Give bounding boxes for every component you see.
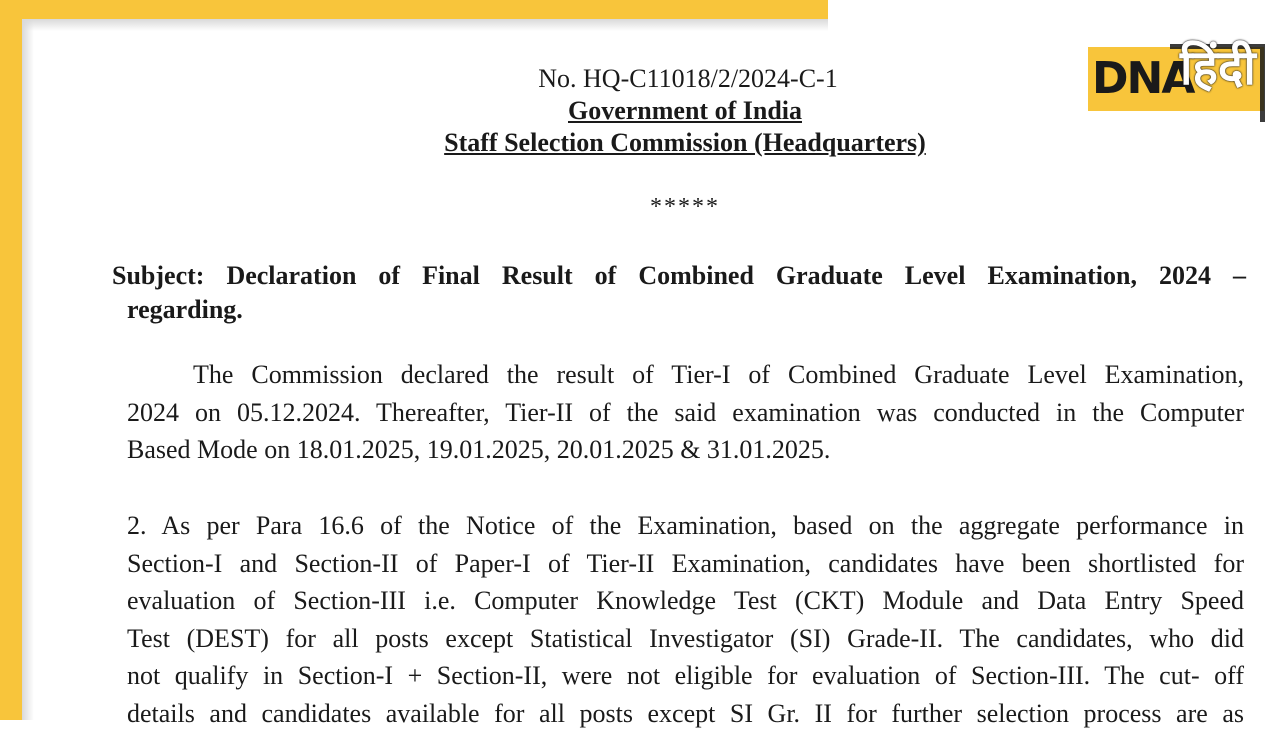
paragraph-line: The Commission declared the result of Tier-I of Combined Graduate Level Examination, [193, 360, 1244, 389]
yellow-frame-top [0, 0, 828, 19]
paragraph-line: 2. As per Para 16.6 of the Notice of the Examination, based on the aggregate performance in [127, 511, 1244, 540]
separator-stars: ***** [650, 194, 720, 220]
paragraph-1 [127, 356, 1244, 469]
logo-brand-text: DNA [1092, 53, 1194, 104]
paragraph-2 [127, 507, 1244, 733]
subject-block [112, 259, 1246, 327]
government-heading: Government of India [568, 96, 802, 125]
frame-shadow [22, 19, 34, 720]
logo-hindi-text: हिंदी [1180, 40, 1256, 96]
paragraph-line: evaluation of Section-III i.e. Computer Knowledge Test (CKT) Module and Data Entry Speed [127, 586, 1244, 616]
paragraph-line: Based Mode on 18.01.2025, 19.01.2025, 20.01.2025 & 31.01.2025. [127, 435, 831, 465]
paragraph-line: Section-I and Section-II of Paper-I of Tier-II Examination, candidates have been shortlisted for [127, 548, 1244, 578]
paragraph-line: Test (DEST) for all posts except Statistical Investigator (SI) Grade-II. The candidates, who did [127, 623, 1244, 653]
paragraph-line: not qualify in Section-I + Section-II, were not eligible for evaluation of Section-III. The cut- off [127, 661, 1244, 691]
subject-line-2: regarding. [127, 295, 243, 324]
frame-shadow [22, 19, 828, 31]
yellow-frame-left [0, 0, 22, 720]
paragraph-line: 2024 on 05.12.2024. Thereafter, Tier-II of the said examination was conducted in the Computer [127, 397, 1244, 427]
paragraph-line: details and candidates available for all posts except SI Gr. II for further selection process are as [127, 698, 1244, 728]
subject-line-1: Subject: Declaration of Final Result of Combined Graduate Level Examination, 2024 – [112, 261, 1246, 290]
commission-heading: Staff Selection Commission (Headquarters) [444, 128, 926, 157]
reference-number: No. HQ-C11018/2/2024-C-1 [538, 64, 838, 93]
